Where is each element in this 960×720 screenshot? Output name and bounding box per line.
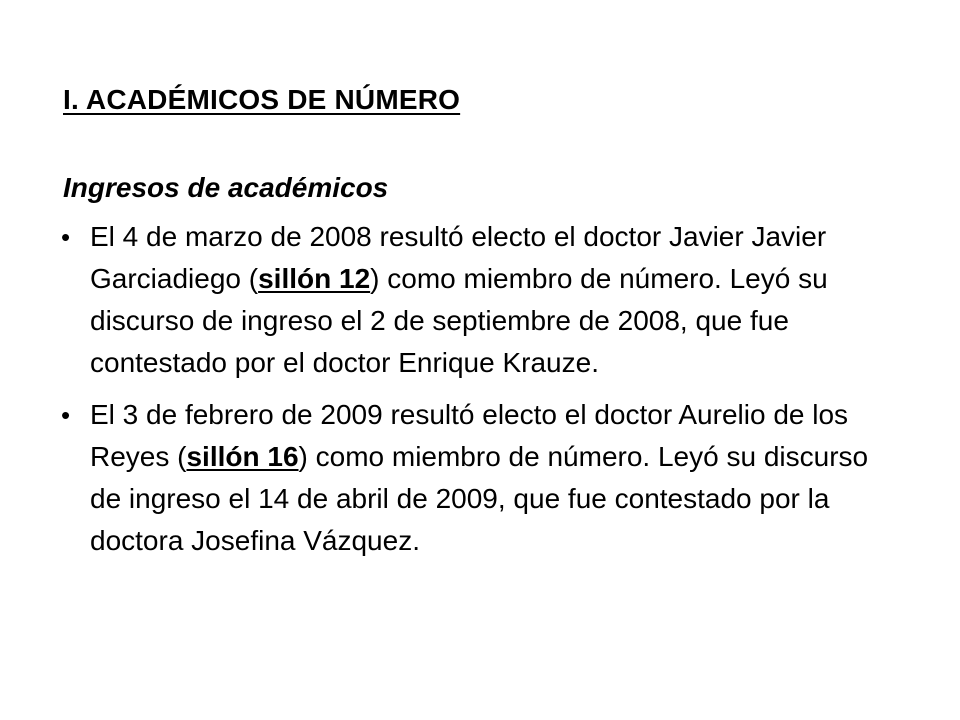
subheading: Ingresos de académicos: [63, 172, 389, 203]
list-item: [63, 216, 903, 384]
bullet-text-after: ) como miembro de número. Leyó su discurso de ingreso el 2 de septiembre de 2008, que fue contestado por el doctor Enrique Krauze.: [90, 263, 828, 378]
bullet-icon: •: [61, 222, 71, 252]
seat-label: sillón 16: [186, 441, 299, 472]
bullet-icon: •: [61, 400, 71, 430]
bullet-list: [63, 216, 903, 572]
list-item: [63, 394, 903, 562]
bullet-text-before: El 3 de febrero de 2009 resultó electo el doctor Aurelio de los Reyes (: [90, 399, 849, 472]
bullet-text-after: ) como miembro de número. Leyó su discurso de ingreso el 14 de abril de 2009, que fue contestado por la doctora Josefina Vázquez.: [90, 441, 869, 556]
seat-label: sillón 12: [258, 263, 371, 294]
section-heading: I. ACADÉMICOS DE NÚMERO: [63, 84, 461, 115]
bullet-text-before: El 4 de marzo de 2008 resultó electo el doctor Javier Javier Garciadiego (: [90, 221, 827, 294]
